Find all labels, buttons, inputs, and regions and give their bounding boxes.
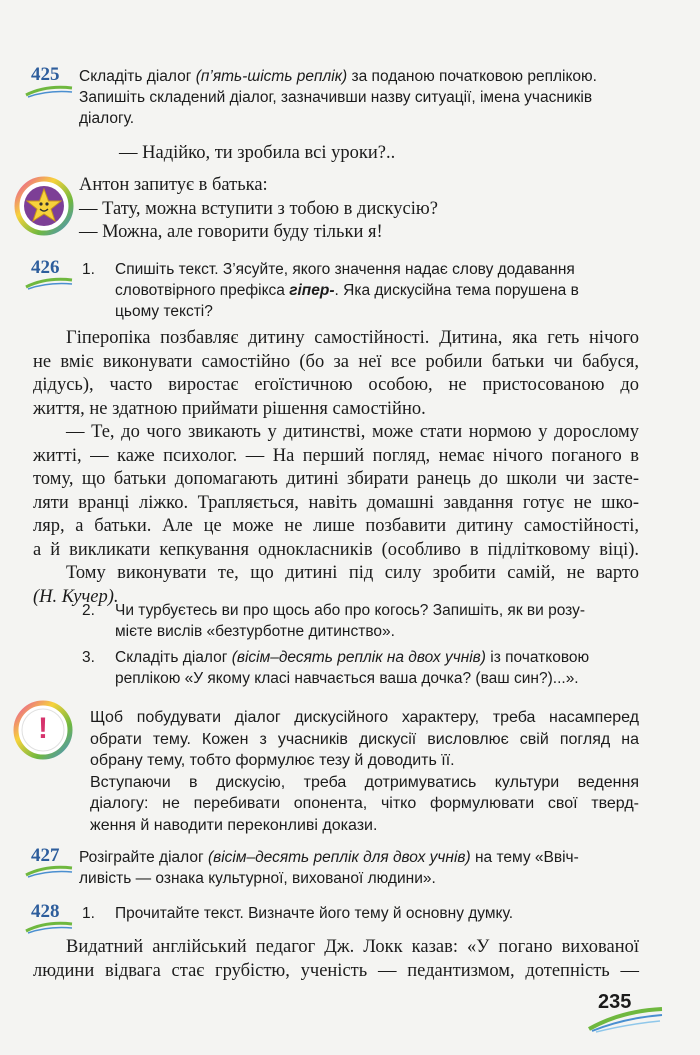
exercise-425-task: Складіть діалог (п’ять-шість реплік) за поданою початковою реплікою. Запишіть складений діалог, зазначивши назву ситуації, імена учасників діалогу. xyxy=(79,68,597,127)
exercise-425-dialog: Антон запитує в батька: — Тату, можна вступити з тобою в дискусію? — Можна, але говорити буду тільки я! xyxy=(79,175,438,242)
swoosh-icon xyxy=(24,276,74,290)
swoosh-icon xyxy=(24,864,74,878)
rule-text: Щоб побудувати діалог дискусійного характеру, треба насамперед обрати тему. Кожен з учасників дискусії висловлює свій погляд на обрану тему, тобто формулює тезу й доводить її. Вступаючи в дискусію, треба дотримуватись культури ведення діалогу: не перебивати опонента, чітко формулювати свої тверд- ження й наводити переконливі докази. xyxy=(90,709,639,834)
exercise-number-426: 426 xyxy=(31,257,60,278)
exercise-426-task2: Чи турбуєтесь ви про щось або про когось? Запишіть, як ви розу- мієте вислів «безтурботне дитинство». xyxy=(115,602,586,640)
author-credit: (Н. Кучер). xyxy=(33,586,119,607)
swoosh-icon xyxy=(24,84,74,98)
star-emblem-icon xyxy=(14,176,74,236)
exercise-427-task: Розіграйте діалог (вісім–десять реплік для двох учнів) на тему «Ввіч- ливість — ознака культурної, вихованої людини». xyxy=(79,849,579,887)
swoosh-icon xyxy=(24,920,74,934)
exercise-number-427: 427 xyxy=(31,845,60,866)
exercise-number-425: 425 xyxy=(31,64,60,85)
exercise-428-task1: Прочитайте текст. Визначте його тему й основну думку. xyxy=(115,905,513,922)
exercise-428-task1-number: 1. xyxy=(82,905,95,922)
exercise-number-428: 428 xyxy=(31,901,60,922)
exercise-428-text: Видатний англійський педагог Дж. Локк казав: «У погано вихованої людини відвага стає грубістю, ученість — педантизмом, дотепність — xyxy=(33,937,639,981)
page-swoosh-icon xyxy=(586,1005,666,1033)
exercise-426-text: Гіперопіка позбавляє дитину самостійності. Дитина, яка геть нічого не вміє виконувати самостійно (бо за неї все робили батьки чи бабуся, дідусь), часто виростає егоїстичною особою, не пристосованою до життя, не здатною приймати рішення самостійно. — Те, до чого звикають у дитинстві, може стати нормою у дорослому житті, — каже психолог. — На перший погляд, немає нічого поганого в тому, що батьки допомагають дитині збирати ранець до школи чи засте- ляти вранці ліжко. Трапляється, навіть домашні завдання готує не шко- ляр, а батьки. Але це може не лише позбавити дитину самостійності, а й викликати кепкування однокласників (особливо в підлітковому віці). Тому виконувати те, що дитині під силу зробити самій, не варто (Н. Кучер). xyxy=(33,328,639,607)
exercise-426-task1: Спишіть текст. З’ясуйте, якого значення надає слову додавання словотвірного префікса гіпер-. Яка дискусійна тема порушена в цьому тексті? xyxy=(115,261,579,320)
exercise-426-task3-number: 3. xyxy=(82,649,95,666)
exercise-426-task1-number: 1. xyxy=(82,261,95,278)
exercise-425-quote: — Надійко, ти зробила всі уроки?.. xyxy=(119,143,396,163)
page-number: 235 xyxy=(598,991,632,1013)
exercise-426-task3: Складіть діалог (вісім–десять реплік на двох учнів) із початковою реплікою «У якому класі навчається ваша дочка? (ваш син?)...». xyxy=(115,649,590,687)
exercise-426-task2-number: 2. xyxy=(82,602,95,619)
exclamation-mark: ! xyxy=(38,712,48,745)
